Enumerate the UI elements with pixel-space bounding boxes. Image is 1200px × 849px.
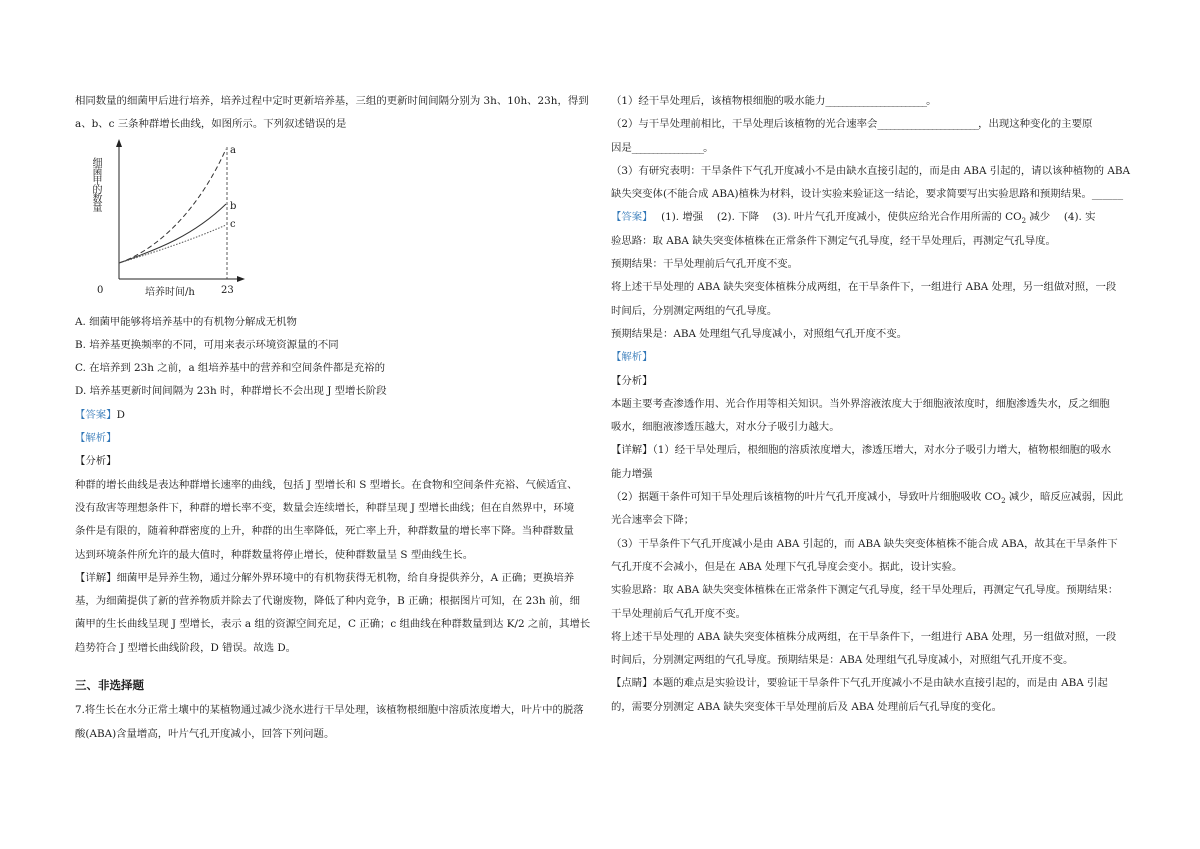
series-b-label: b	[230, 200, 237, 212]
dianjing-text-1: 本题的难点是实验设计，要验证干旱条件下气孔开度减小不是由缺水直接引起的，而是由 ABA 引起	[652, 677, 1108, 690]
analysis-right-line-2: 吸水，细胞液渗透压越大，对水分子吸引力越大。	[611, 421, 840, 434]
q3-line-1: （3）有研究表明：干旱条件下气孔开度减小不是由缺水直接引起的，而是由 ABA 引起的，请以该种植物的 ABA	[611, 164, 1130, 177]
q2-text-end: ，出现这种变化的主要原	[978, 118, 1093, 131]
dianjing-line-1	[611, 672, 1131, 695]
answer-value: D	[116, 408, 125, 421]
q1-line	[611, 90, 1131, 113]
detail-line-4: 趋势符合 J 型增长曲线阶段，D 错误。故选 D。	[75, 641, 297, 654]
analysis-line-4: 达到环境条件所允许的最大值时，种群数量将停止增长，使种群数量呈 S 型曲线生长。	[75, 548, 474, 561]
jiexi-tag-right: 【解析】	[611, 351, 653, 364]
series-a-curve	[119, 149, 226, 263]
option-b: B. 培养基更换频率的不同，可用来表示环境资源量的不同	[75, 338, 339, 351]
q1-blank: ________________________	[825, 95, 927, 107]
q2b-text: 因是	[611, 141, 632, 154]
section-title: 三、非选择题	[75, 678, 144, 693]
detail-right-line-6: 气孔开度不会减小，但是在 ABA 处理下气孔导度会变小。据此，设计实验。	[611, 560, 963, 573]
growth-curve-chart	[89, 139, 249, 307]
detail-right-line-2: 能力增强	[611, 467, 653, 480]
option-a: A. 细菌甲能够将培养基中的有机物分解成无机物	[75, 315, 297, 328]
detail-tag: 【详解】	[75, 571, 117, 584]
detail-text-1: 细菌甲是异养生物，通过分解外界环境中的有机物获得无机物，给自身提供养分，A 正确；更换培养	[116, 571, 575, 584]
q1-end: 。	[926, 95, 937, 107]
answer-line-6: 预期结果是：ABA 处理组气孔导度减小，对照组气孔开度不变。	[611, 327, 908, 340]
option-c: C. 在培养到 23h 之前，a 组培养基中的营养和空间条件都是充裕的	[75, 362, 385, 375]
x-axis-label: 培养时间/h	[145, 286, 195, 298]
q7-line-2: 酸(ABA)含量增高，叶片气孔开度减小，回答下列问题。	[75, 727, 335, 740]
fenxi-tag: 【分析】	[75, 455, 117, 468]
fenxi-tag-right: 【分析】	[611, 374, 653, 387]
detail-right-line-9: 将上述干旱处理的 ABA 缺失突变体植株分成两组，在干旱条件下，一组进行 ABA 处理，另一组做对照，一段	[611, 630, 1117, 643]
y-axis-arrow	[116, 139, 122, 147]
x-axis-arrow	[237, 276, 245, 282]
answer-line-2: 验思路：取 ABA 缺失突变体植株在正常条件下测定气孔导度，经干旱处理后，再测定气孔导度。	[611, 234, 1056, 247]
q2-line-1	[611, 113, 1131, 136]
dianjing-line-2: 的，需要分别测定 ABA 缺失突变体干旱处理前后及 ABA 处理前后气孔导度的变化。	[611, 700, 1002, 713]
growth-curve-svg	[89, 139, 249, 307]
detail-right-line-3	[611, 486, 1131, 509]
q2-text: （2）与干旱处理前相比，干旱处理后该植物的光合速率会	[611, 118, 878, 131]
y-axis-label: 细菌甲的数量	[90, 156, 101, 211]
answer-tag-right: 【答案】	[611, 211, 648, 224]
detail-line-3: 菌甲的生长曲线呈现 J 型增长，表示 a 组的资源空间充足，C 正确；c 组曲线在种群数量到达 K/2 之前，其增长	[75, 618, 591, 631]
q2-line-2	[611, 137, 1131, 160]
question-intro-line-1: 相同数量的细菌甲后进行培养，培养过程中定时更新培养基，三组的更新时间间隔分别为 3h、10h、23h，得到	[75, 95, 589, 107]
detail-right-line-4: 光合速率会下降；	[611, 514, 695, 527]
x-tick-23: 23	[221, 284, 234, 296]
analysis-line-1: 种群的增长曲线是表达种群增长速率的曲线，包括 J 型增长和 S 型增长。在食物和空间条件充裕、气候适宜、	[75, 478, 578, 491]
answer-text-1: (1). 增强 (2). 下降 (3). 叶片气孔开度减小，使供应给光合作用所需的 CO	[661, 211, 1022, 224]
detail-line-1	[75, 567, 575, 590]
answer-line	[75, 404, 575, 427]
analysis-line-3: 条件是有限的，随着种群密度的上升，种群的出生率降低，死亡率上升，种群数量的增长率下降。当种群数量	[75, 525, 574, 538]
q7-line-1: 7.将生长在水分正常土壤中的某植物通过减少浇水进行干旱处理，该植物根细胞中溶质浓度增大，叶片中的脱落	[75, 704, 584, 717]
detail-right-line-8: 干旱处理前后气孔开度不变。	[611, 607, 747, 620]
dianjing-tag: 【点睛】	[611, 677, 653, 690]
analysis-right-line-1: 本题主要考查渗透作用、光合作用等相关知识。当外界溶液浓度大于细胞液浓度时，细胞渗透失水，反之细胞	[611, 397, 1110, 410]
answer-text-1-end: 减少 (4). 实	[1026, 211, 1096, 224]
series-c-label: c	[230, 218, 236, 230]
series-b-curve	[119, 204, 226, 263]
detail-tag-right: 【详解】	[611, 444, 653, 457]
q2b-end: 。	[703, 141, 714, 154]
q2-blank-1: ________________________	[877, 118, 979, 131]
series-a-label: a	[230, 144, 236, 156]
detail-right-line-10: 时间后，分别测定两组的气孔导度。预期结果是：ABA 处理组气孔导度减小，对照组气孔开度不变。	[611, 654, 1074, 667]
detail-line-2: 基，为细菌提供了新的营养物质并除去了代谢废物，降低了种内竞争，B 正确；根据图片可知，在 23h 前，细	[75, 595, 581, 608]
answer-tag: 【答案】	[75, 408, 117, 421]
detail-right-text-1: （1）经干旱处理后，根细胞的溶质浓度增大，渗透压增大，对水分子吸引力增大，植物根细胞的吸水	[652, 444, 1112, 457]
right-column	[611, 90, 1131, 719]
detail2-text-b: 减少，暗反应减弱，因此	[1005, 491, 1124, 504]
detail-right-line-1	[611, 439, 1131, 462]
q1-text: （1）经干旱处理后，该植物根细胞的吸水能力	[611, 95, 826, 107]
detail2-text-a: （2）据题干条件可知干旱处理后该植物的叶片气孔开度减小，导致叶片细胞吸收 CO	[611, 491, 1002, 504]
detail-right-line-5: （3）干旱条件下气孔开度减小是由 ABA 引起的，而 ABA 缺失突变体植株不能合成 ABA，故其在干旱条件下	[611, 537, 1118, 550]
answer-line-3: 预期结果：干旱处理前后气孔开度不变。	[611, 258, 799, 271]
answer-line-4: 将上述干旱处理的 ABA 缺失突变体植株分成两组，在干旱条件下，一组进行 ABA 处理，另一组做对照，一段	[611, 281, 1117, 294]
analysis-line-2: 没有敌害等理想条件下，种群的增长率不变，数量会连续增长，种群呈现 J 型增长曲线；但在自然界中，环境	[75, 501, 575, 514]
co2-subscript: 2	[1021, 217, 1027, 226]
co2-subscript-2: 2	[1001, 497, 1006, 506]
left-column	[75, 90, 591, 746]
question-intro-line-2: a、b、c 三条种群增长曲线，如图所示。下列叙述错误的是	[75, 118, 347, 131]
answer-line-1	[611, 206, 1131, 229]
answer-line-5: 时间后，分别测定两组的气孔导度。	[611, 304, 778, 317]
option-d: D. 培养基更新时间间隔为 23h 时，种群增长不会出现 J 型增长阶段	[75, 385, 387, 398]
q3-line-2: 缺失突变体(不能合成 ABA)植株为材料，设计实验来验证这一结论，要求简要写出实验思路和预期结果。______	[611, 188, 1124, 201]
detail-right-line-7: 实验思路：取 ABA 缺失突变体植株在正常条件下测定气孔导度，经干旱处理后，再测定气孔导度。预期结果：	[611, 584, 1119, 597]
jiexi-tag: 【解析】	[75, 432, 117, 445]
q2-blank-2: _________________	[631, 141, 704, 154]
x-tick-0: 0	[97, 284, 104, 296]
